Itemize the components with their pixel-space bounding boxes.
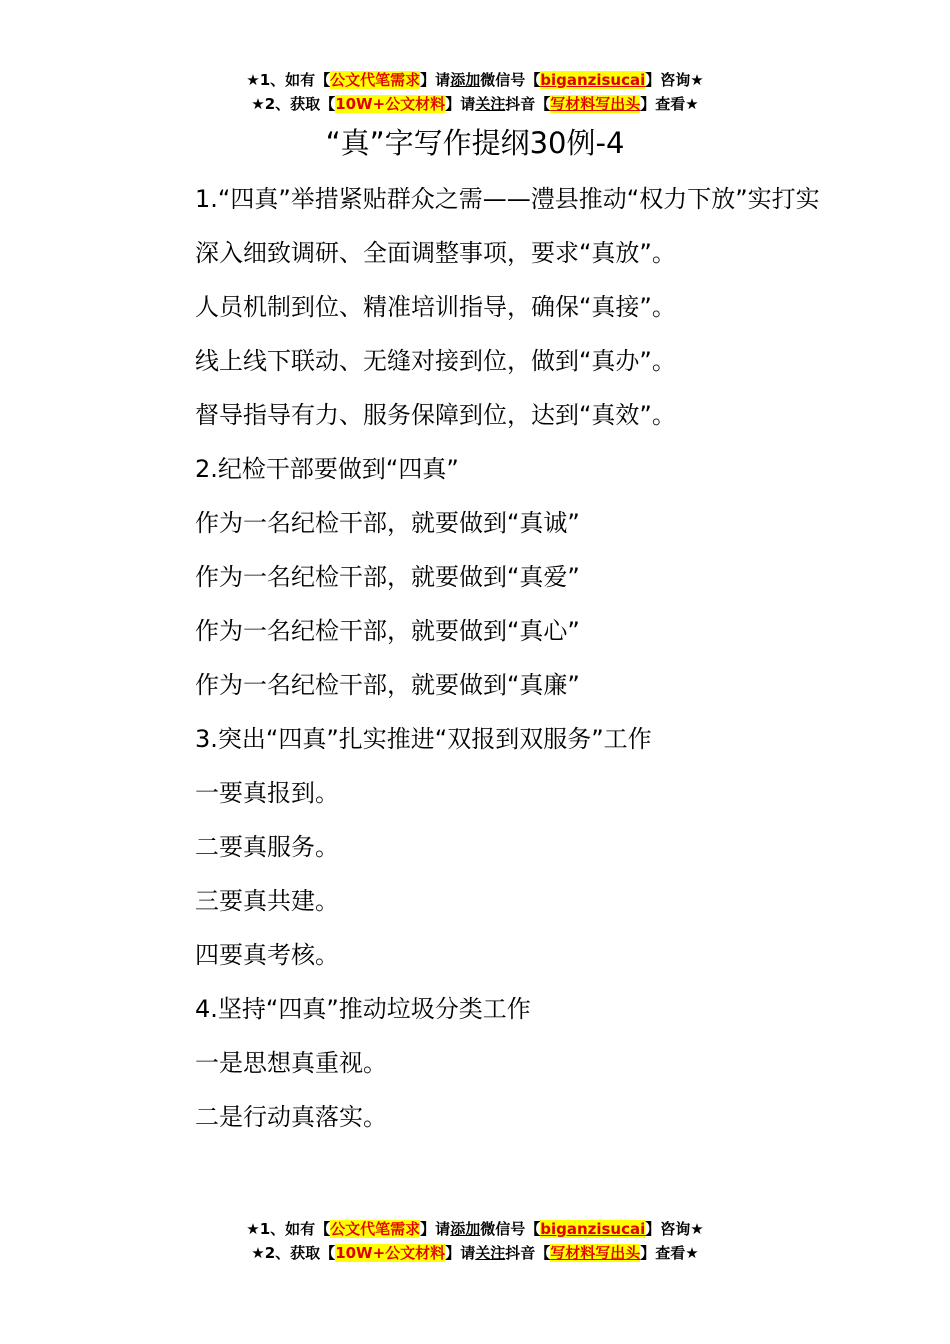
document-title: “真”字写作提纲30例-4 (325, 126, 625, 160)
paragraph: 人员机制到位、精准培训指导，确保“真接”。 (195, 293, 676, 321)
promo-line-2 (0, 1241, 950, 1265)
promo-text: 】请 (445, 1244, 476, 1262)
promo-text: 】请 (445, 95, 476, 113)
promo-text: 】查看★ (640, 95, 699, 113)
paragraph: 二是行动真落实。 (195, 1103, 387, 1131)
top-promo-banner (0, 68, 950, 116)
promo-douyin-id: 写材料写出头 (550, 1244, 641, 1262)
heading-2: 2.纪检干部要做到“四真” (195, 455, 459, 483)
paragraph: 督导指导有力、服务保障到位，达到“真效”。 (195, 401, 676, 429)
paragraph: 一要真报到。 (195, 779, 339, 807)
promo-text: ★2、获取【 (251, 1244, 336, 1262)
document-body (143, 176, 823, 1148)
promo-text: ★1、如有【 (246, 71, 331, 89)
promo-underlined: 添加 (450, 71, 481, 89)
promo-text: 】咨询★ (645, 1220, 704, 1238)
promo-text: 微信号【 (480, 71, 541, 89)
paragraph: 深入细致调研、全面调整事项，要求“真放”。 (195, 239, 676, 267)
paragraph: 作为一名纪检干部，就要做到“真爱” (195, 563, 580, 591)
paragraph: 四要真考核。 (195, 941, 339, 969)
promo-text: 抖音【 (505, 1244, 551, 1262)
promo-highlight: 10W+公文材料 (335, 1244, 446, 1262)
promo-underlined: 关注 (475, 95, 506, 113)
promo-line-1 (0, 1217, 950, 1241)
paragraph: 作为一名纪检干部，就要做到“真心” (195, 617, 580, 645)
paragraph: 线上线下联动、无缝对接到位，做到“真办”。 (195, 347, 676, 375)
heading-4: 4.坚持“四真”推动垃圾分类工作 (195, 995, 531, 1023)
promo-wechat-id: biganzisucai (540, 1220, 646, 1238)
promo-underlined: 添加 (450, 1220, 481, 1238)
paragraph: 三要真共建。 (195, 887, 339, 915)
promo-text: 】请 (420, 71, 451, 89)
heading-3: 3.突出“四真”扎实推进“双报到双服务”工作 (195, 725, 652, 753)
paragraph: 作为一名纪检干部，就要做到“真诚” (195, 509, 580, 537)
paragraph: 二要真服务。 (195, 833, 339, 861)
promo-line-1 (0, 68, 950, 92)
promo-text: 微信号【 (480, 1220, 541, 1238)
bottom-promo-banner (0, 1217, 950, 1265)
promo-highlight: 10W+公文材料 (335, 95, 446, 113)
promo-text: 】请 (420, 1220, 451, 1238)
paragraph: 作为一名纪检干部，就要做到“真廉” (195, 671, 580, 699)
promo-highlight: 公文代笔需求 (330, 1220, 421, 1238)
promo-highlight: 公文代笔需求 (330, 71, 421, 89)
promo-text: 】查看★ (640, 1244, 699, 1262)
promo-text: 】咨询★ (645, 71, 704, 89)
promo-text: ★2、获取【 (251, 95, 336, 113)
promo-underlined: 关注 (475, 1244, 506, 1262)
heading-1: 1.“四真”举措紧贴群众之需——澧县推动“权力下放”实打实 (195, 185, 820, 213)
promo-line-2 (0, 92, 950, 116)
promo-text: 抖音【 (505, 95, 551, 113)
paragraph: 一是思想真重视。 (195, 1049, 387, 1077)
promo-text: ★1、如有【 (246, 1220, 331, 1238)
promo-wechat-id: biganzisucai (540, 71, 646, 89)
promo-douyin-id: 写材料写出头 (550, 95, 641, 113)
